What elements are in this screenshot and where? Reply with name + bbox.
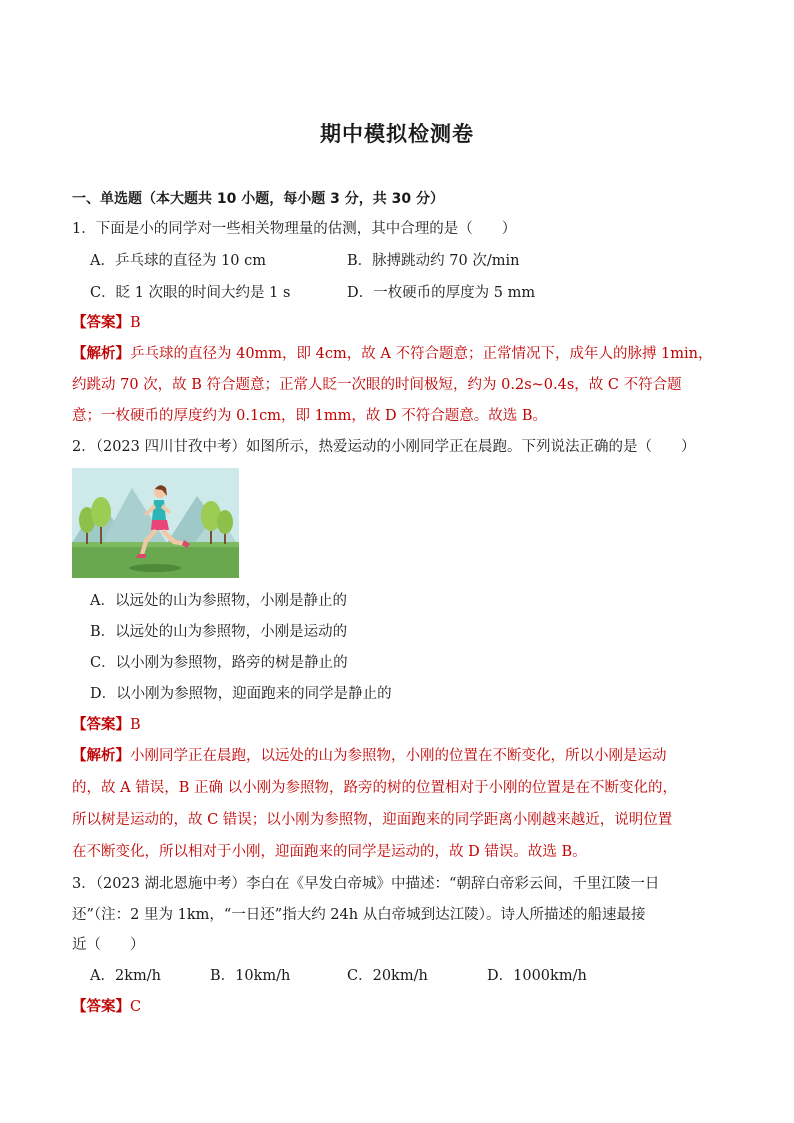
page-title: 期中模拟检测卷 xyxy=(320,122,474,146)
q1-answer-value: B xyxy=(130,315,141,331)
q3-stem-line-1: 3．（2023 湖北恩施中考）李白在《早发白帝城》中描述：“朝辞白帝彩云间，千里江陵一日 xyxy=(72,876,660,892)
q3-option-a: A．2km/h xyxy=(90,968,161,984)
q3-answer-value: C xyxy=(130,999,142,1015)
q1-option-d: D．一枚硬币的厚度为 5 mm xyxy=(347,285,536,301)
q3-option-c: C．20km/h xyxy=(347,968,428,984)
q3-answer xyxy=(72,997,141,1017)
answer-tag: 【答案】 xyxy=(72,315,130,331)
q2-analysis-line-4: 在不断变化，所以相对于小刚，迎面跑来的同学是运动的，故 D 错误。故选 B。 xyxy=(72,844,587,860)
q2-analysis-line-2: 的，故 A 错误，B 正确 以小刚为参照物，路旁的树的位置相对于小刚的位置是在不断变化的， xyxy=(72,780,678,796)
q1-stem: 1．下面是小的同学对一些相关物理量的估测，其中合理的是（ ） xyxy=(72,221,517,237)
q2-option-a: A．以远处的山为参照物，小刚是静止的 xyxy=(90,593,347,609)
q2-analysis-line-1: 【解析】小刚同学正在晨跑，以远处的山为参照物，小刚的位置在不断变化，所以小刚是运动 xyxy=(72,748,667,764)
q1-option-b: B．脉搏跳动约 70 次/min xyxy=(347,253,520,269)
answer-tag: 【答案】 xyxy=(72,717,130,733)
q3-stem-line-3: 近（ ） xyxy=(72,937,145,953)
answer-tag: 【答案】 xyxy=(72,999,130,1015)
running-illustration xyxy=(72,468,239,578)
q3-stem-line-2: 还”（注：2 里为 1km，“一日还”指大约 24h 从白帝城到达江陵）。诗人所描述的船速最接 xyxy=(72,907,646,923)
q1-answer xyxy=(72,313,141,333)
q2-option-b: B．以远处的山为参照物，小刚是运动的 xyxy=(90,624,348,640)
q2-option-c: C．以小刚为参照物，路旁的树是静止的 xyxy=(90,655,348,671)
q2-analysis-line-3: 所以树是运动的，故 C 错误；以小刚为参照物，迎面跑来的同学距离小刚越来越近，说明位置 xyxy=(72,812,673,828)
section-heading: 一、单选题（本大题共 10 小题，每小题 3 分，共 30 分） xyxy=(72,191,444,207)
q1-analysis-line-1: 【解析】乒乓球的直径为 40mm，即 4cm，故 A 不符合题意；正常情况下，成年人的脉搏 1min， xyxy=(72,346,713,362)
analysis-tag: 【解析】 xyxy=(72,346,130,362)
q3-option-d: D．1000km/h xyxy=(487,968,587,984)
q1-option-a: A．乒乓球的直径为 10 cm xyxy=(90,253,267,269)
q2-answer-value: B xyxy=(130,717,141,733)
q1-option-c: C．眨 1 次眼的时间大约是 1 s xyxy=(90,285,291,301)
q1-analysis-line-2: 约跳动 70 次，故 B 符合题意；正常人眨一次眼的时间极短，约为 0.2s~0.4s，故 C 不符合题 xyxy=(72,377,682,393)
q1-analysis-line-3: 意；一枚硬币的厚度约为 0.1cm，即 1mm，故 D 不符合题意。故选 B。 xyxy=(72,408,547,424)
q2-answer xyxy=(72,715,141,735)
analysis-tag: 【解析】 xyxy=(72,748,130,764)
q3-option-b: B．10km/h xyxy=(210,968,291,984)
q2-option-d: D．以小刚为参照物，迎面跑来的同学是静止的 xyxy=(90,686,392,702)
q2-stem: 2．（2023 四川甘孜中考）如图所示，热爱运动的小刚同学正在晨跑。下列说法正确的是（ ） xyxy=(72,439,696,455)
